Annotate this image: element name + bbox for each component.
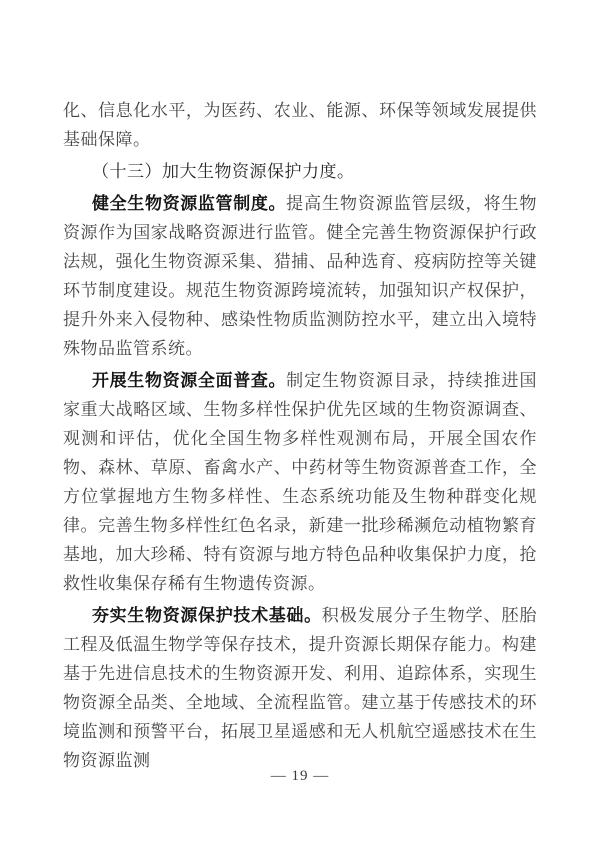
paragraph-technical-foundation	[63, 601, 537, 775]
page-footer	[0, 768, 600, 785]
section-heading: （十三）加大生物资源保护力度。	[92, 162, 355, 181]
paragraph-text-supervision: 提高生物资源监管层级，将生物资源作为国家战略资源进行监管。健全完善生物资源保护行政法规，强化生物资源采集、猎捕、品种选育、疫病防控等关键环节制度建设。规范生物资源跨境流转，加强知识产权保护，提升外来入侵物种、感染性物质监测防控水平，建立出入境特殊物品监管系统。	[63, 194, 538, 358]
page-number: — 19 —	[270, 768, 330, 784]
paragraph-lead-survey: 开展生物资源全面普查。	[92, 371, 287, 390]
paragraph-text-technical: 积极发展分子生物学、胚胎工程及低温生物学等保存技术，提升资源长期保存能力。构建基于先进信息技术的生物资源开发、利用、追踪体系，实现生物资源全品类、全地域、全流程监管。建立基于传感技术的环境监测和预警平台，拓展卫星遥感和无人机航空遥感技术在生物资源监测	[63, 606, 538, 770]
paragraph-lead-technical: 夯实生物资源保护技术基础。	[92, 606, 322, 625]
paragraph-continuation: 化、信息化水平，为医药、农业、能源、环保等领域发展提供基础保障。	[63, 101, 537, 149]
paragraph-lead-supervision: 健全生物资源监管制度。	[92, 194, 287, 213]
paragraph-general-survey	[63, 366, 537, 598]
paragraph-supervision-system	[63, 189, 537, 363]
document-body	[63, 96, 537, 775]
paragraph-text-survey: 制定生物资源目录，持续推进国家重大战略区域、生物多样性保护优先区域的生物资源调查、观测和评估，优化全国生物多样性观测布局，开展全国农作物、森林、草原、畜禽水产、中药材等生物资源普查工作，全方位掌握地方生物多样性、生态系统功能及生物种群变化规律。完善生物多样性红色名录，新建一批珍稀濒危动植物繁育基地，加大珍稀、特有资源与地方特色品种收集保护力度，抢救性收集保存稀有生物遗传资源。	[63, 371, 538, 593]
